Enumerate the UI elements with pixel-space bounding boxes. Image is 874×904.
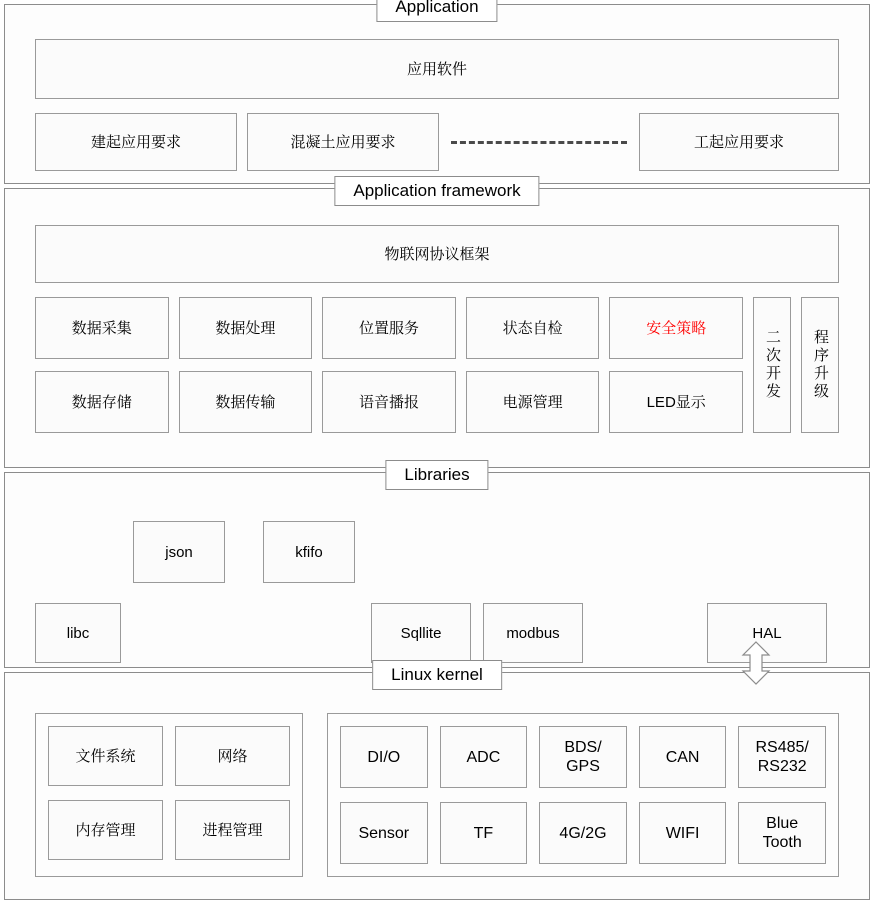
library-box-json: json <box>133 521 225 583</box>
dashed-connector-line <box>451 141 627 144</box>
application-requirement-box: 工起应用要求 <box>639 113 839 171</box>
framework-module-security: 安全策略 <box>609 297 743 359</box>
layer-application-framework <box>4 181 870 468</box>
framework-module: 位置服务 <box>322 297 456 359</box>
framework-modules-wrap <box>35 297 839 433</box>
framework-module: LED显示 <box>609 371 743 433</box>
kernel-driver: Blue Tooth <box>738 802 826 864</box>
framework-module: 语音播报 <box>322 371 456 433</box>
libraries-row-bottom <box>35 603 839 663</box>
hal-kernel-double-arrow-icon <box>741 641 771 685</box>
kernel-body <box>35 713 839 877</box>
framework-module-grid <box>35 297 743 433</box>
framework-module: 状态自检 <box>466 297 600 359</box>
framework-module: 数据存储 <box>35 371 169 433</box>
kernel-driver: ADC <box>440 726 528 788</box>
library-box-kfifo: kfifo <box>263 521 355 583</box>
layer-framework-title: Application framework <box>334 176 539 206</box>
kernel-driver: 4G/2G <box>539 802 627 864</box>
kernel-drivers-group <box>327 713 839 877</box>
architecture-diagram <box>4 0 870 900</box>
kernel-os-service: 进程管理 <box>175 800 290 860</box>
library-box-libc: libc <box>35 603 121 663</box>
application-requirement-box: 建起应用要求 <box>35 113 237 171</box>
libraries-row-top <box>35 521 839 583</box>
framework-module: 数据传输 <box>179 371 313 433</box>
layer-linux-kernel <box>4 665 870 900</box>
kernel-driver: Sensor <box>340 802 428 864</box>
layer-application <box>4 0 870 184</box>
application-requirement-box: 混凝土应用要求 <box>247 113 439 171</box>
kernel-driver: DI/O <box>340 726 428 788</box>
library-box-modbus: modbus <box>483 603 583 663</box>
framework-side-module-secondary-development: 二次开发 <box>753 297 791 433</box>
kernel-driver: RS485/ RS232 <box>738 726 826 788</box>
layer-kernel-title: Linux kernel <box>372 660 502 690</box>
application-software-box: 应用软件 <box>35 39 839 99</box>
layer-libraries-title: Libraries <box>385 460 488 490</box>
application-requirements-row <box>35 113 839 171</box>
library-box-hal: HAL <box>707 603 827 663</box>
framework-side-modules <box>753 297 839 433</box>
framework-side-module-program-upgrade: 程序升级 <box>801 297 839 433</box>
framework-module: 电源管理 <box>466 371 600 433</box>
layer-libraries <box>4 465 870 668</box>
library-box-sqllite: Sqllite <box>371 603 471 663</box>
kernel-os-service: 内存管理 <box>48 800 163 860</box>
kernel-driver: BDS/ GPS <box>539 726 627 788</box>
iot-protocol-framework-box: 物联网协议框架 <box>35 225 839 283</box>
kernel-driver: CAN <box>639 726 727 788</box>
kernel-os-service: 文件系统 <box>48 726 163 786</box>
kernel-driver: TF <box>440 802 528 864</box>
layer-application-title: Application <box>376 0 497 22</box>
kernel-os-services-group <box>35 713 303 877</box>
framework-module: 数据采集 <box>35 297 169 359</box>
kernel-os-service: 网络 <box>175 726 290 786</box>
framework-module: 数据处理 <box>179 297 313 359</box>
kernel-driver: WIFI <box>639 802 727 864</box>
